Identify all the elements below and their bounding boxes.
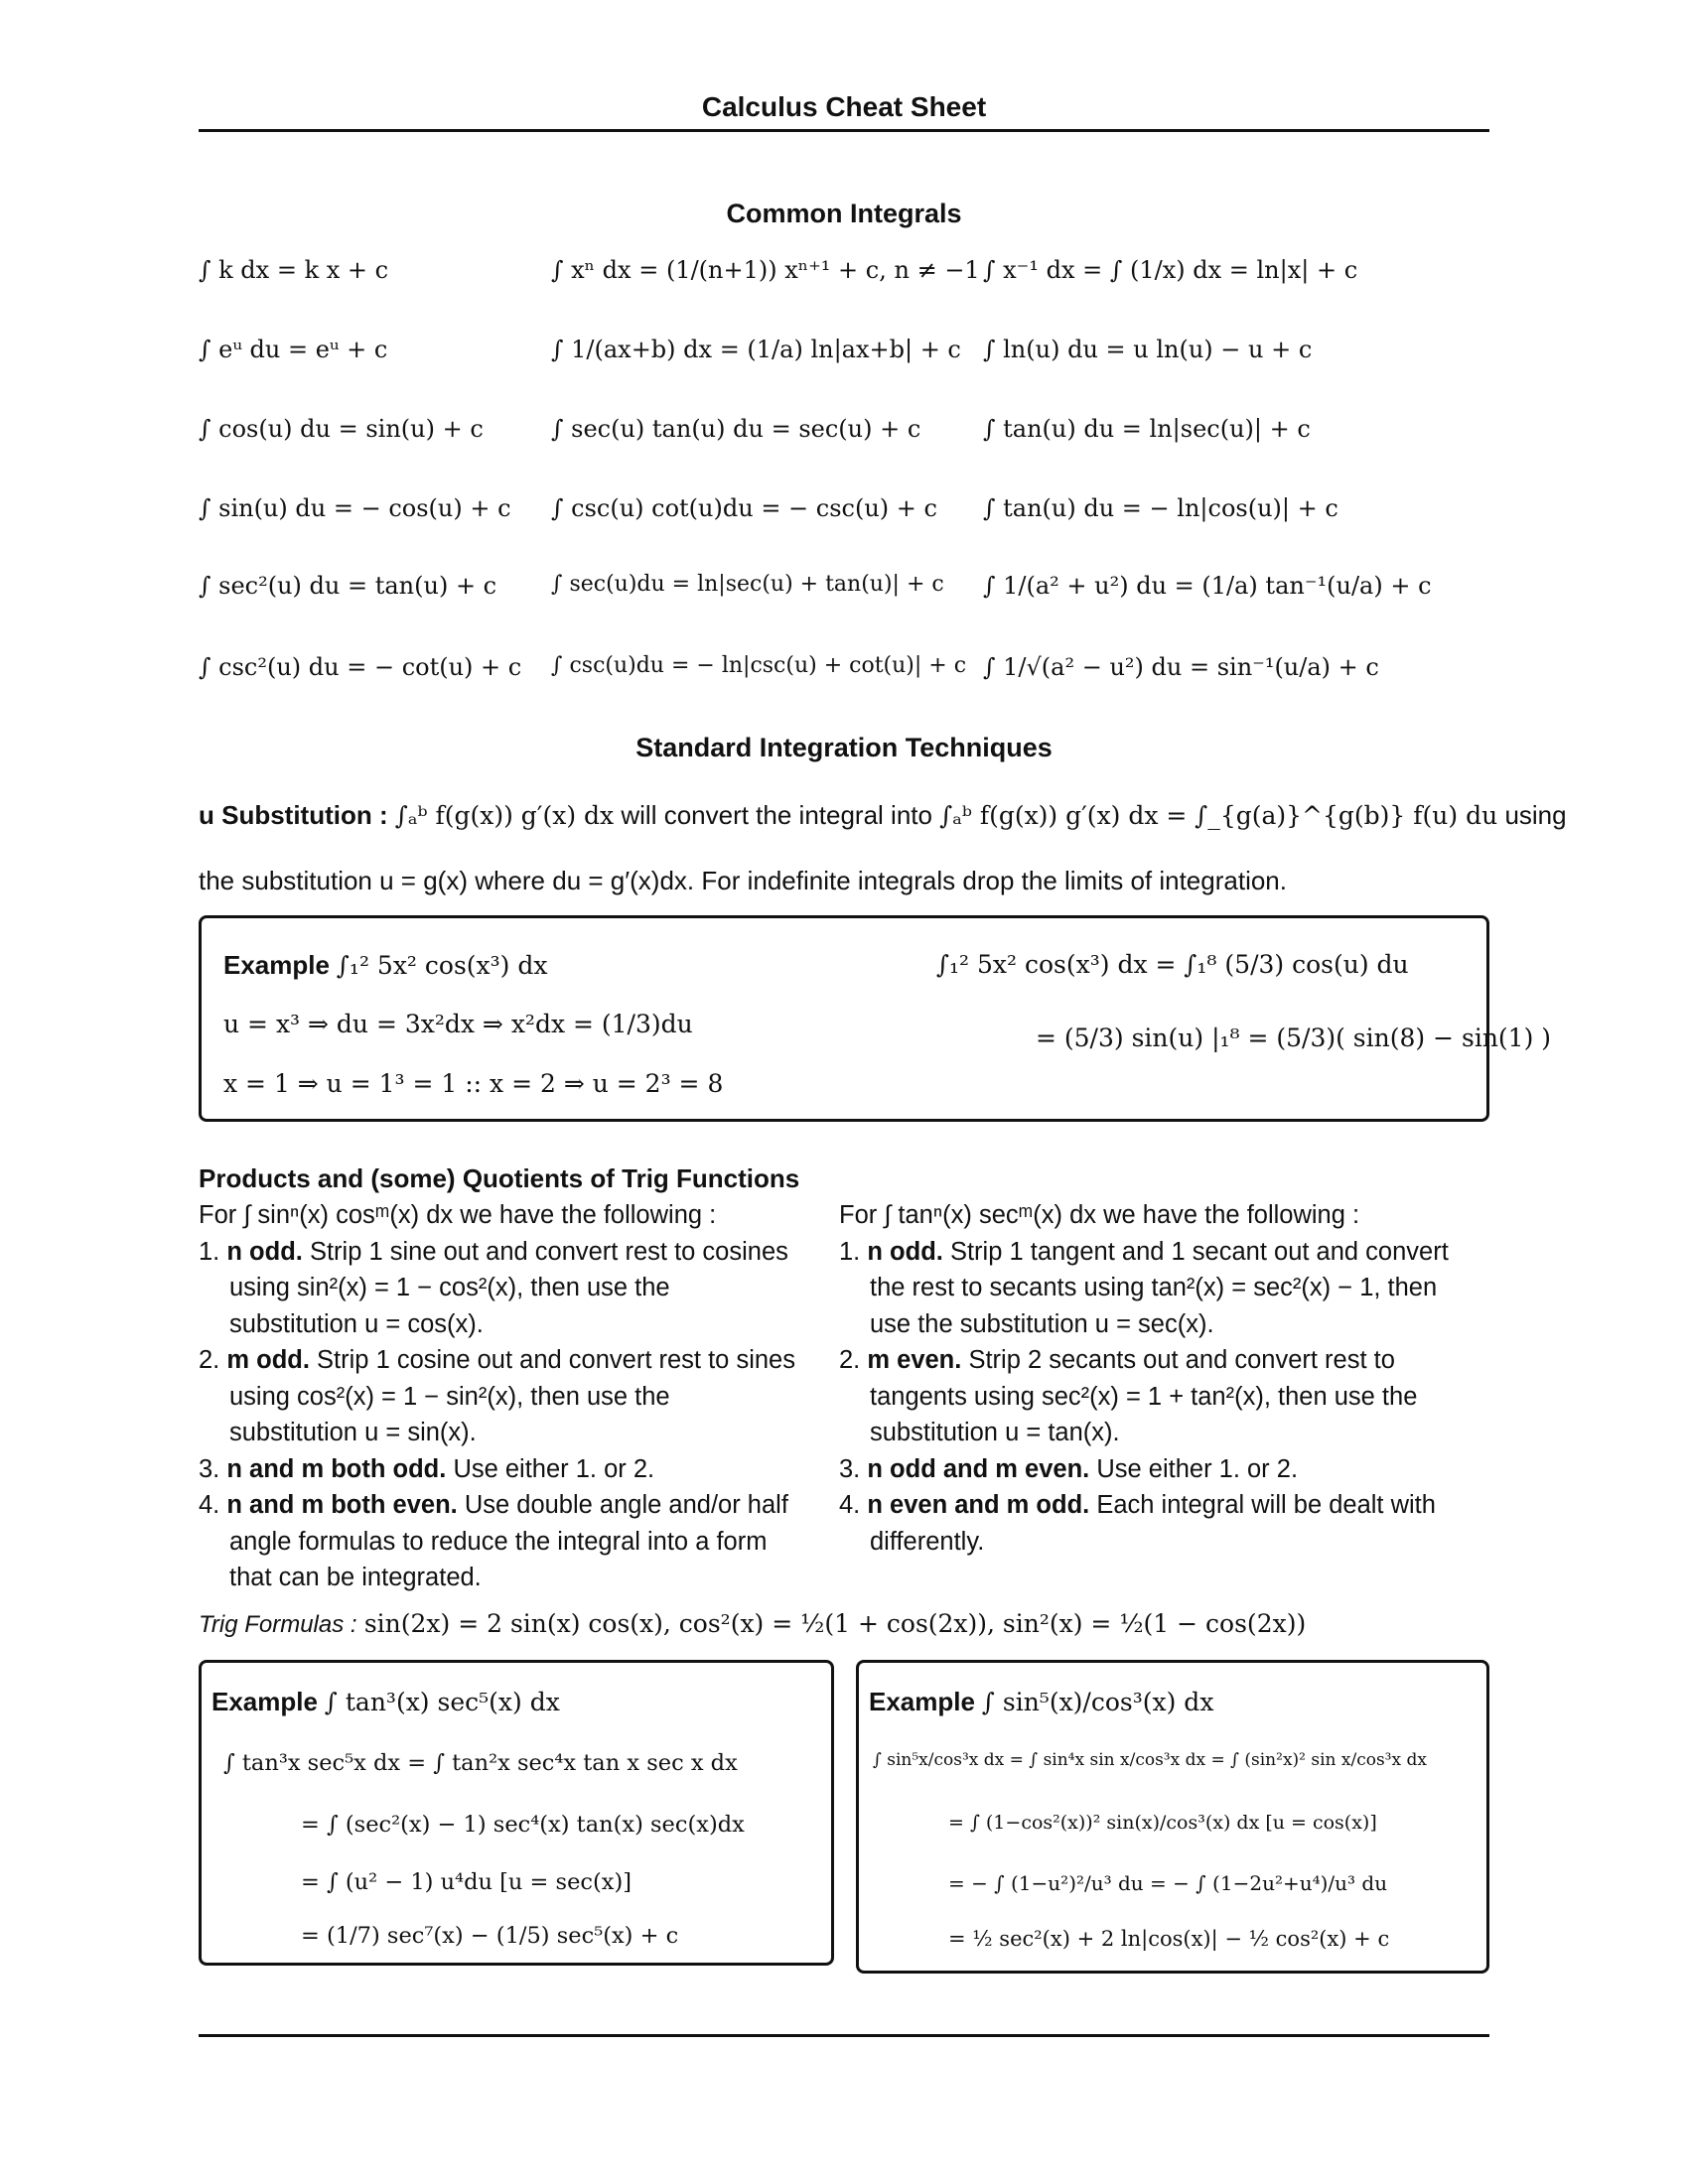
- trig-left-column: [199, 1197, 804, 1596]
- example-2-header: [211, 1687, 560, 1717]
- u-sub-integral-b: ∫ₐᵇ f(g(x)) g′(x) dx = ∫_{g(a)}^{g(b)} f(u) du: [939, 801, 1498, 830]
- integral-formula: ∫ 1/(a² + u²) du = (1/a) tan⁻¹(u/a) + c: [983, 572, 1432, 600]
- integral-formula: ∫ tan(u) du = ln|sec(u)| + c: [983, 415, 1311, 443]
- example-2-line-3: = ∫ (u² − 1) u⁴du [u = sec(x)]: [301, 1869, 633, 1895]
- integral-formula: ∫ cos(u) du = sin(u) + c: [199, 415, 484, 443]
- example-1-result-2: = (5/3) sin(u) |₁⁸ = (5/3)( sin(8) − sin(1) ): [1036, 1024, 1552, 1052]
- integral-formula: ∫ csc(u) cot(u)du = − csc(u) + c: [551, 494, 937, 522]
- list-item-case: n odd and m even.: [867, 1454, 1090, 1483]
- trig-right-list: [839, 1234, 1475, 1561]
- example-2-integral: ∫ tan³(x) sec⁵(x) dx: [324, 1688, 560, 1716]
- example-1-header: [223, 950, 547, 981]
- u-sub-text: will convert the integral into: [621, 800, 932, 830]
- list-item: [199, 1342, 804, 1451]
- example-1-sub-line: u = x³ ⇒ du = 3x²dx ⇒ x²dx = (1/3)du: [223, 1010, 693, 1038]
- list-item-text: Strip 1 tangent and 1 secant out and convert the rest to secants using tan²(x) = sec²(x) − 1, then use the substitution u = sec(x).: [870, 1237, 1449, 1338]
- integral-formula: ∫ x⁻¹ dx = ∫ (1/x) dx = ln|x| + c: [983, 256, 1358, 284]
- u-substitution-note: the substitution u = g(x) where du = g′(x)dx. For indefinite integrals drop the limits of integration.: [199, 866, 1287, 895]
- list-item: [839, 1487, 1475, 1560]
- example-1-limits-line: x = 1 ⇒ u = 1³ = 1 :: x = 2 ⇒ u = 2³ = 8: [223, 1069, 724, 1098]
- cheat-sheet-page: [199, 0, 1567, 2184]
- list-item: [839, 1451, 1475, 1488]
- u-sub-using: using: [1504, 800, 1567, 830]
- list-item-number: 4.: [839, 1491, 861, 1519]
- page-title: Calculus Cheat Sheet: [701, 91, 987, 122]
- list-item-text: Strip 1 cosine out and convert rest to sines using cos²(x) = 1 − sin²(x), then use the substitution u = sin(x).: [229, 1346, 795, 1446]
- list-item: [199, 1487, 804, 1596]
- common-integrals-title: Common Integrals: [726, 199, 962, 228]
- example-2-line-4: = (1/7) sec⁷(x) − (1/5) sec⁵(x) + c: [301, 1923, 679, 1949]
- integral-formula: ∫ 1/(ax+b) dx = (1/a) ln|ax+b| + c: [551, 336, 961, 363]
- list-item-number: 3.: [839, 1454, 861, 1483]
- list-item-case: n odd.: [226, 1237, 303, 1266]
- example-2-label: Example: [211, 1687, 318, 1716]
- footer-rule: [199, 2034, 1489, 2037]
- integral-formula: ∫ tan(u) du = − ln|cos(u)| + c: [983, 494, 1338, 522]
- example-3-line-1: ∫ sin⁵x/cos³x dx = ∫ sin⁴x sin x/cos³x dx = ∫ (sin²x)² sin x/cos³x dx: [873, 1750, 1427, 1770]
- list-item-case: m even.: [867, 1346, 962, 1374]
- list-item-number: 4.: [199, 1491, 220, 1519]
- list-item: [839, 1342, 1475, 1451]
- trig-formulas-label: Trig Formulas :: [199, 1611, 357, 1638]
- header-rule: [199, 129, 1489, 132]
- trig-formulas: sin(2x) = 2 sin(x) cos(x), cos²(x) = ½(1 + cos(2x)), sin²(x) = ½(1 − cos(2x)): [363, 1609, 1307, 1638]
- list-item-number: 3.: [199, 1454, 220, 1483]
- example-3-line-3: = − ∫ (1−u²)²/u³ du = − ∫ (1−2u²+u⁴)/u³ du: [948, 1871, 1388, 1895]
- integral-formula: ∫ csc²(u) du = − cot(u) + c: [199, 653, 522, 681]
- list-item-number: 1.: [839, 1237, 861, 1266]
- example-3-line-4: = ½ sec²(x) + 2 ln|cos(x)| − ½ cos²(x) + c: [948, 1927, 1390, 1951]
- trig-right-intro: For ∫ tanⁿ(x) secᵐ(x) dx we have the following :: [839, 1201, 1360, 1229]
- integral-formula: ∫ sin(u) du = − cos(u) + c: [199, 494, 511, 522]
- list-item-text: Use either 1. or 2.: [453, 1454, 655, 1483]
- list-item-case: n even and m odd.: [867, 1491, 1090, 1519]
- example-2-line-2: = ∫ (sec²(x) − 1) sec⁴(x) tan(x) sec(x)dx: [301, 1812, 745, 1838]
- list-item: [199, 1234, 804, 1343]
- trig-left-intro: For ∫ sinⁿ(x) cosᵐ(x) dx we have the following :: [199, 1201, 717, 1229]
- example-1-integral: ∫₁² 5x² cos(x³) dx: [336, 951, 548, 980]
- example-3-label: Example: [869, 1687, 975, 1716]
- trig-products-heading: Products and (some) Quotients of Trig Functions: [199, 1163, 800, 1193]
- list-item-number: 1.: [199, 1237, 220, 1266]
- u-sub-integral-a: ∫ₐᵇ f(g(x)) g′(x) dx: [394, 801, 615, 830]
- integral-formula: ∫ sec(u) tan(u) du = sec(u) + c: [551, 415, 921, 443]
- example-3-box: [856, 1660, 1489, 1974]
- example-1-box: [199, 915, 1552, 1122]
- example-3-line-2: = ∫ (1−cos²(x))² sin(x)/cos³(x) dx [u = cos(x)]: [948, 1812, 1377, 1834]
- integral-formula: ∫ k dx = k x + c: [199, 256, 389, 284]
- integral-formula: ∫ xⁿ dx = (1/(n+1)) xⁿ⁺¹ + c, n ≠ −1: [551, 256, 980, 284]
- list-item-number: 2.: [839, 1346, 861, 1374]
- list-item-text: Use double angle and/or half angle formulas to reduce the integral into a form that can be integrated.: [229, 1491, 788, 1591]
- example-1-result-1: ∫₁² 5x² cos(x³) dx = ∫₁⁸ (5/3) cos(u) du: [936, 950, 1409, 979]
- list-item-text: Each integral will be dealt with differently.: [870, 1491, 1436, 1556]
- example-3-header: [869, 1687, 1213, 1717]
- list-item-text: Use either 1. or 2.: [1096, 1454, 1299, 1483]
- example-2-box: [199, 1660, 834, 1966]
- example-3-integral: ∫ sin⁵(x)/cos³(x) dx: [981, 1688, 1214, 1716]
- list-item: [839, 1234, 1475, 1343]
- list-item-case: n and m both odd.: [226, 1454, 447, 1483]
- list-item-text: Strip 2 secants out and convert rest to tangents using sec²(x) = 1 + tan²(x), then use the substitution u = tan(x).: [870, 1346, 1418, 1446]
- example-1-label: Example: [223, 950, 330, 980]
- list-item-case: n and m both even.: [226, 1491, 458, 1519]
- integral-formula: ∫ ln(u) du = u ln(u) − u + c: [983, 336, 1313, 363]
- integral-formula: ∫ sec(u)du = ln|sec(u) + tan(u)| + c: [551, 572, 944, 597]
- trig-right-column: [839, 1197, 1475, 1560]
- example-2-line-1: ∫ tan³x sec⁵x dx = ∫ tan²x sec⁴x tan x sec x dx: [223, 1750, 738, 1776]
- u-sub-label: u Substitution :: [199, 800, 388, 830]
- list-item: [199, 1451, 804, 1488]
- integral-formula: ∫ sec²(u) du = tan(u) + c: [199, 572, 497, 600]
- u-substitution-line: [199, 800, 1567, 831]
- list-item-text: Strip 1 sine out and convert rest to cosines using sin²(x) = 1 − cos²(x), then use the substitution u = cos(x).: [229, 1237, 788, 1338]
- techniques-title: Standard Integration Techniques: [635, 733, 1053, 762]
- list-item-case: n odd.: [867, 1237, 943, 1266]
- integral-formula: ∫ 1/√(a² − u²) du = sin⁻¹(u/a) + c: [983, 653, 1379, 681]
- list-item-case: m odd.: [226, 1346, 310, 1374]
- list-item-number: 2.: [199, 1346, 220, 1374]
- trig-left-list: [199, 1234, 804, 1596]
- trig-formulas-line: [199, 1608, 1306, 1639]
- integral-formula: ∫ csc(u)du = − ln|csc(u) + cot(u)| + c: [551, 653, 967, 678]
- integral-formula: ∫ eᵘ du = eᵘ + c: [199, 336, 388, 363]
